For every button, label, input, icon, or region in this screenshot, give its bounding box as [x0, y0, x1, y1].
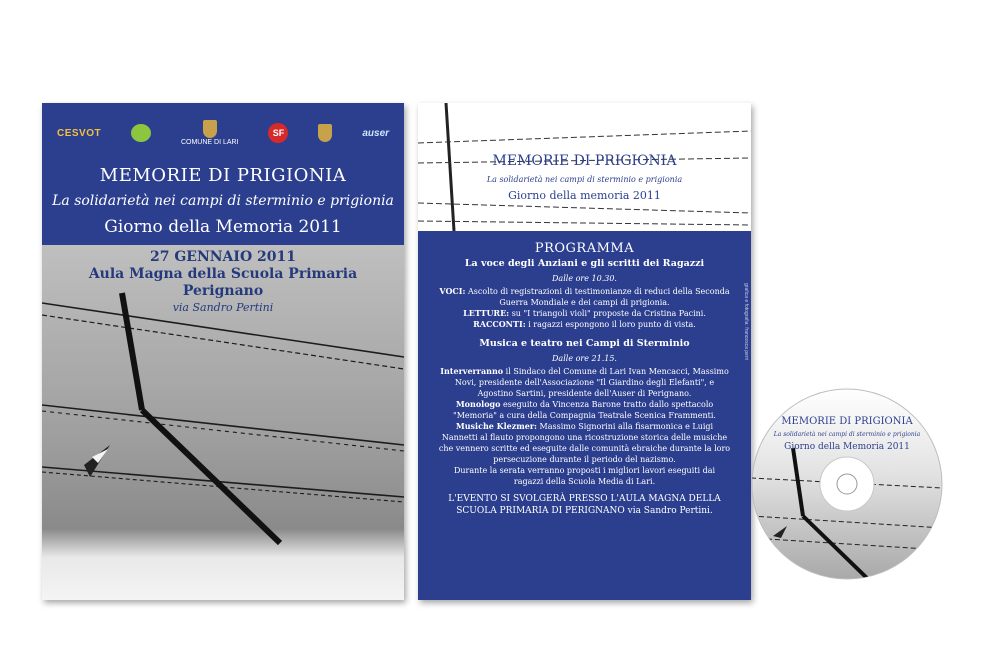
leaf-logo: [131, 124, 151, 142]
interverranno-text: il Sindaco del Comune di Lari Ivan Mencacci, Massimo Novi, presidente dell'Associazione "Il Giardino degli Elefanti", e Agostino Sartini, presidente dell'Auser di Perignano.: [454, 367, 729, 398]
program-heading: PROGRAMMA: [534, 241, 635, 256]
event-street: via Sandro Pertini: [172, 301, 274, 314]
racconti-text: i ragazzi espongono il loro punto di vista.: [528, 320, 696, 329]
section2-time: Dalle ore 21.15.: [552, 354, 617, 363]
letture-paragraph: [438, 308, 731, 319]
poster-day: Giorno della Memoria 2011: [104, 217, 342, 237]
cd-day: Giorno della Memoria 2011: [784, 442, 910, 452]
voci-paragraph: [438, 286, 731, 308]
crest-icon: [203, 120, 217, 138]
musiche-text: Massimo Signorini alla fisarmonica e Luigi Nannetti al flauto propongono una ricostruzione storica delle musiche che vennero scritte ed eseguite dalle comunità ebraiche durante la loro persecuzione durante il periodo del nazismo.: [438, 422, 731, 464]
flyer-title: MEMORIE DI PRIGIONIA: [492, 153, 677, 169]
auser-logo: auser: [362, 127, 390, 139]
monologo-label: Monologo: [455, 399, 501, 409]
racconti-label: RACCONTI:: [473, 319, 526, 329]
poster: [42, 103, 404, 600]
final-notice: L'EVENTO SI SVOLGERÀ PRESSO L'AULA MAGNA DELLA SCUOLA PRIMARIA DI PERIGNANO via Sandro Pertini.: [448, 494, 721, 516]
cesvot-logo: CESVOT: [56, 127, 102, 139]
monologo-paragraph: [438, 399, 731, 421]
photo-credit: grafica e fotografia: francesca perri: [743, 283, 749, 361]
section1-heading: La voce degli Anziani e gli scritti dei Ragazzi: [464, 258, 705, 269]
letture-label: LETTURE:: [463, 308, 510, 318]
section2-heading: Musica e teatro nei Campi di Sterminio: [479, 338, 690, 349]
poster-event-info: [42, 249, 404, 315]
event-town: Perignano: [182, 283, 264, 299]
comune-logo: [181, 120, 239, 146]
flyer-subtitle: La solidarietà nei campi di sterminio e prigionia: [486, 175, 683, 184]
association-crest-icon: [318, 124, 332, 142]
interverranno-label: Interverranno: [440, 366, 504, 376]
sf-logo: SF: [268, 123, 288, 143]
poster-subtitle: La solidarietà nei campi di sterminio e prigionia: [52, 193, 394, 209]
racconti-paragraph: [438, 319, 731, 330]
event-date: 27 GENNAIO 2011: [149, 249, 297, 265]
musiche-label: Musiche Klezmer:: [455, 421, 537, 431]
program: [438, 243, 731, 517]
closing-paragraph: Durante la serata verranno proposti i migliori lavori eseguiti dai ragazzi della Scuola Media di Lari.: [453, 466, 716, 486]
poster-title: MEMORIE DI PRIGIONIA: [99, 165, 347, 186]
cd-title: MEMORIE DI PRIGIONIA: [781, 416, 913, 427]
voci-text: Ascolto di registrazioni di testimonianze di reduci della Seconda Guerra Mondiale e dei campi di prigionia.: [468, 287, 730, 307]
flyer-day: Giorno della memoria 2011: [508, 189, 661, 202]
flyer-header: [418, 103, 751, 231]
voci-label: VOCI:: [439, 286, 466, 296]
monologo-text: eseguito da Vincenza Barone tratto dallo spettacolo "Memoria" a cura della Compagnia Teatrale Scenica Frammenti.: [453, 400, 716, 420]
poster-title-band: [42, 157, 404, 245]
letture-text: su "I triangoli violi" proposte da Cristina Pacini.: [511, 309, 706, 318]
cd-disc: [751, 388, 943, 580]
section1-time: Dalle ore 10.30.: [552, 274, 617, 283]
comune-label: COMUNE DI LARI: [180, 139, 239, 146]
cd-subtitle: La solidarietà nei campi di sterminio e prigionia: [773, 431, 921, 438]
interverranno-paragraph: [438, 366, 731, 399]
sponsor-logos: [42, 113, 404, 153]
flyer: [418, 103, 751, 600]
musiche-paragraph: [438, 421, 731, 465]
event-place: Aula Magna della Scuola Primaria: [88, 266, 358, 282]
